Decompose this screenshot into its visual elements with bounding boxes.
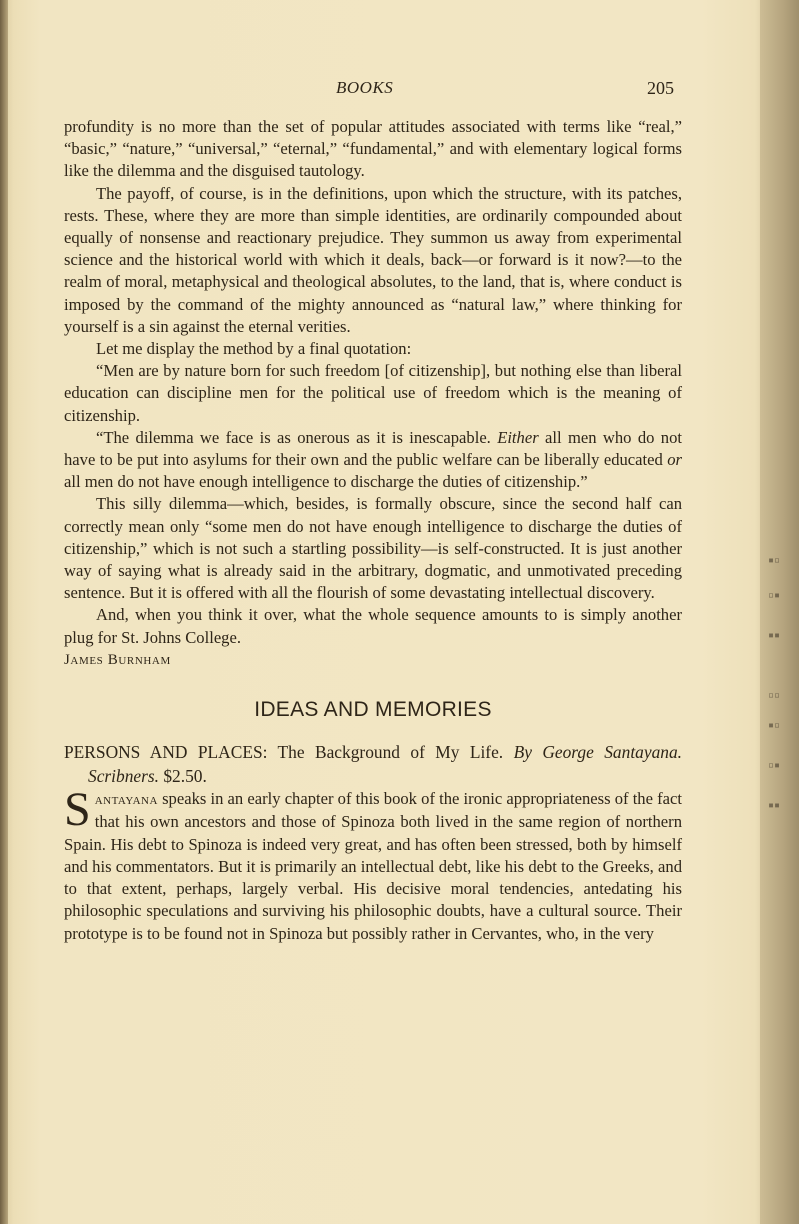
paragraph-1: profundity is no more than the set of popular attitudes associated with terms like “real,” “basic,” “nature,” “universal,” “eternal,” “fundamental,” and with elementary logical forms like the dilemma and the disguised tautology. bbox=[64, 117, 682, 181]
edge-mark: ▪▪ bbox=[768, 800, 781, 811]
paragraph-2: The payoff, of course, is in the definitions, upon which the structure, with its patches, rests. These, where they are more than simple identities, are ordinarily compounded about equally of nonsense and reactionary prejudice. They summon us away from experimental science and the historical world with which it deals, back—or forward is it now?—to the realm of moral, metaphysical and theological absolutes, to the land, that is, where conduct is imposed by the command of the mighty announced as “natural law,” where thinking for yourself is a sin against the eternal verities. bbox=[64, 183, 682, 336]
section-heading: IDEAS AND MEMORIES bbox=[254, 698, 492, 722]
paragraph-7: And, when you think it over, what the whole sequence amounts to is simply another plug for St. Johns College. bbox=[64, 605, 682, 647]
drop-cap: S bbox=[64, 783, 91, 837]
quotation-2-or: or bbox=[667, 450, 682, 470]
running-head-title: BOOKS bbox=[336, 78, 394, 97]
quotation-2-part-b: all men who do not have to be put into asylums for their own and the public welfare can be liberally educated bbox=[64, 427, 682, 470]
edge-mark: ▫▪ bbox=[768, 760, 781, 771]
book-spine-shadow bbox=[0, 0, 8, 1224]
page-number: 205 bbox=[647, 78, 674, 98]
running-head bbox=[0, 78, 799, 102]
author-signature: James Burnham bbox=[64, 651, 171, 668]
review-title-price: $2.50. bbox=[159, 766, 207, 787]
article-body bbox=[64, 116, 682, 945]
review-body bbox=[64, 783, 682, 944]
edge-mark: ▪▫ bbox=[768, 555, 781, 566]
paragraph-3: Let me display the method by a final quotation: bbox=[96, 339, 412, 359]
review-title bbox=[64, 740, 682, 788]
review-body-text: speaks in an early chapter of this book of the ironic appropriateness of the fact that his own ancestors and those of Spinoza both lived in the same region of northern Spain. His debt to Spinoza is indeed very great, and has often been stressed, both by himself and his commentators. But it is primarily an intellectual debt, like his debt to the Greeks, and to that extent, perhaps, largely verbal. His decisive moral tendencies, antedating his philosophic speculations and surviving his philosophic doubts, have a cultural source. Their prototype is to be found not in Spinoza but possibly rather in Cervantes, who, in the very bbox=[64, 789, 682, 943]
edge-mark: ▫▫ bbox=[768, 690, 781, 701]
edge-mark: ▫▪ bbox=[768, 590, 781, 601]
quotation-2-part-a: “The dilemma we face is as onerous as it is inescapable. bbox=[96, 427, 498, 447]
quotation-2-part-c: all men do not have enough intelligence to discharge the duties of citizenship.” bbox=[64, 472, 588, 492]
review-title-author: By George Santayana. Scribners. bbox=[88, 742, 683, 787]
quotation-2 bbox=[64, 427, 682, 494]
review-title-main: PERSONS AND PLACES: The Background of My Life. bbox=[64, 742, 514, 763]
review-first-word: antayana bbox=[94, 792, 158, 809]
edge-mark: ▪▪ bbox=[768, 630, 781, 641]
edge-mark: ▪▫ bbox=[768, 720, 781, 731]
page-edge-strip bbox=[760, 0, 799, 1224]
quotation-1: “Men are by nature born for such freedom [of citizenship], but nothing else than liberal education can discipline men for the political use of freedom which is the meaning of citizenship. bbox=[64, 361, 682, 425]
quotation-2-either: Either bbox=[497, 427, 539, 447]
paragraph-6: This silly dilemma—which, besides, is formally obscure, since the second half can correctly mean only “some men do not have enough intelligence to discharge the duties of citizenship,” which is not such a startling possibility—is self-constructed. It is just another way of saying what is already said in the arbitrary, dogmatic, and unmotivated preceding sentence. But it is offered with all the flourish of some devastating intellectual discovery. bbox=[64, 494, 682, 603]
